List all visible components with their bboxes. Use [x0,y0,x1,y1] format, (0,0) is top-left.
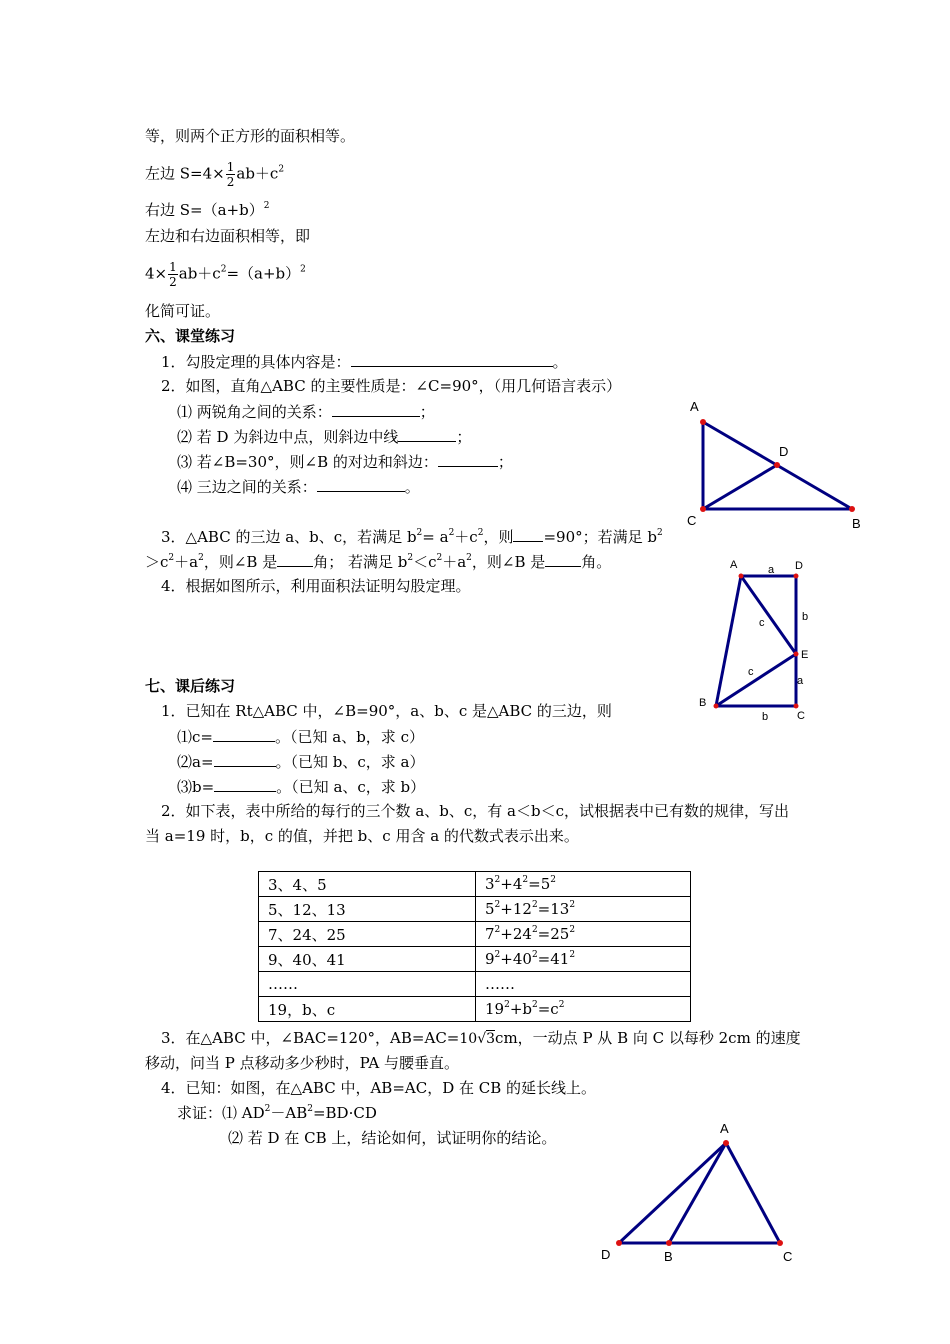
table-cell-triple: 5、12、13 [259,897,476,922]
fig1-point-D [774,462,780,468]
question-text: 。（已知 a、b，求 c） [274,728,424,746]
fig2-point-E [794,652,799,657]
fig3-label-A: A [720,1121,729,1136]
superscript: 2 [569,900,576,910]
question-text: ＋c [454,528,478,546]
fig2-label-D: D [795,560,803,572]
question-text: = a [422,528,449,546]
fig2-point-A [739,574,744,579]
superscript: 2 [477,528,484,538]
superscript: 2 [494,925,501,935]
formula-text: 右边 S=（a+b） [145,201,264,219]
fig1-label-A: A [690,399,699,414]
superscript: 2 [504,1000,510,1010]
question-text: ，则∠B 是 [203,553,278,571]
superscript: 2 [656,528,663,538]
fig3-side-AD [619,1143,726,1243]
fig2-label-a-right: a [797,675,804,687]
fig2-label-c-upper: c [759,617,765,629]
fraction-numerator: 1 [226,160,235,174]
superscript: 2 [198,553,204,563]
superscript: 2 [531,925,538,935]
equation-term: =25 [537,925,570,943]
formula-text: 左边 S=4× [145,164,225,183]
fig2-lines [716,576,796,706]
superscript: 2 [436,553,443,563]
equation-term: 3 [485,875,495,893]
punct: 。 [552,353,568,371]
question-text: ⑴ 两锐角之间的关系： [177,403,332,421]
equation-term: +b [509,1000,532,1018]
table-cell-triple: 19，b、c [259,997,476,1022]
text-line: 左边和右边面积相等，即 [145,227,311,245]
equation-term: +4 [500,875,523,893]
fraction-denominator: 2 [226,175,235,189]
equation-term: 5 [485,900,495,918]
question-text: ＋a [174,553,199,571]
equation-term: 9 [485,950,495,968]
equation-term: =13 [537,900,570,918]
punct: ； [497,453,513,471]
fig2-label-A: A [730,559,738,571]
question-2: 2．如图，直角△ABC 的主要性质是：∠C=90°，（用几何语言表示） [161,377,622,395]
fig2-label-b-right: b [802,611,809,623]
fig3-lines [619,1143,780,1243]
question-text: 角。 [581,553,612,571]
question-text: 1．勾股定理的具体内容是： [161,353,351,371]
table-cell-triple: 9、40、41 [259,947,476,972]
question-text: ⑶ 若∠B=30°，则∠B 的对边和斜边： [177,453,438,471]
question-text: ＞c [145,553,169,571]
table-cell-triple: 7、24、25 [259,922,476,947]
equation-term: =c [537,1000,559,1018]
superscript: 2 [416,528,423,538]
superscript: 2 [558,1000,565,1010]
question-text: 。（已知 b、c，求 a） [275,753,425,771]
question-text: cm，一动点 P 从 B 向 C 以每秒 2cm 的速度 [495,1029,801,1047]
question-1: 1．已知在 Rt△ABC 中，∠B=90°，a、b、c 是△ABC 的三边，则 [161,702,612,720]
superscript: 2 [264,1104,271,1114]
question-text: ⑷ 三边之间的关系： [177,478,317,496]
fig1-median-CD [703,465,777,509]
fig2-label-B: B [699,697,707,709]
fig2-segment-BE [716,654,796,706]
equation-term: =5 [528,875,551,893]
question-4-2: ⑵ 若 D 在 CB 上，结论如何，试证明你的结论。 [228,1129,557,1147]
question-text: 。（已知 a、c，求 b） [276,778,426,796]
superscript: 2 [494,950,501,960]
question-4: 4．根据如图所示，利用面积法证明勾股定理。 [161,577,471,595]
question-2-line1: 2．如下表，表中所给的每行的三个数 a、b、c，有 a＜b＜c，试根据表中已有数的规律，写出 [161,802,789,820]
fig3-point-A [723,1140,729,1146]
fig1-label-C: C [687,513,697,528]
sqrt-coefficient: 10 [459,1031,478,1047]
sqrt-argument: 3 [486,1031,496,1047]
equation-term: +12 [500,900,532,918]
superscript: 2 [522,875,529,885]
table-cell-triple: …… [259,972,476,997]
question-text: 3．△ABC 的三边 a、b、c，若满足 b [161,528,417,546]
formula-text: 4× [145,264,168,283]
punct: ； [456,428,472,446]
fig3-points [616,1140,783,1246]
fig1-label-D: D [779,444,789,459]
formula-text: ab＋c [236,164,279,183]
superscript: 2 [307,1104,313,1114]
equation-term: +40 [500,950,532,968]
superscript: 2 [532,1000,538,1010]
fig2-label-a-top: a [768,564,775,576]
question-text: 角； 若满足 b [313,553,408,571]
fig1-label-B: B [852,516,861,531]
question-text: ＜c [413,553,437,571]
question-text: =90°；若满足 b [543,528,657,546]
fig3-label-C: C [783,1249,793,1264]
superscript: 2 [494,875,501,885]
fraction-numerator: 1 [169,260,177,274]
question-text: －AB [270,1104,308,1122]
fig2-point-B [714,704,719,709]
question-text: ⑴c= [177,728,213,746]
question-text: 3．在△ABC 中，∠BAC=120°，AB=AC= [161,1029,460,1047]
superscript: 2 [300,264,306,275]
equation-term: =41 [537,950,570,968]
sqrt-sign: √ [477,1031,487,1047]
fig3-point-B [666,1240,672,1246]
fig3-point-C [777,1240,783,1246]
formula-text: ab＋c [178,264,221,283]
question-text: ⑵a= [177,753,214,771]
question-text: ，则 [483,528,514,546]
fig1-point-B [849,506,855,512]
superscript: 2 [569,925,576,935]
fig1-point-A [700,419,706,425]
question-text: =BD·CD [312,1104,377,1122]
formula-text: =（a+b） [226,264,301,283]
question-4: 4．已知：如图，在△ABC 中，AB=AC，D 在 CB 的延长线上。 [161,1079,597,1097]
text-line: 等，则两个正方形的面积相等。 [145,127,356,145]
question-text: ，则∠B 是 [471,553,546,571]
fig2-point-D [794,574,799,579]
superscript: 2 [466,553,472,563]
equation-term: …… [485,975,515,993]
superscript: 2 [407,553,414,563]
fig2-label-E: E [801,649,809,661]
question-text: ＋a [442,553,467,571]
table-cell-triple: 3、4、5 [259,872,476,897]
superscript: 2 [278,164,285,175]
superscript: 2 [263,201,270,211]
superscript: 2 [531,900,538,910]
question-text: 求证：⑴ AD [177,1104,265,1122]
fig2-label-C: C [797,710,805,722]
equation-term: 7 [485,925,495,943]
superscript: 2 [569,950,576,960]
fig2-label-b-bottom: b [762,711,769,723]
fig2-point-C [794,704,799,709]
fig3-point-D [616,1240,622,1246]
question-3-line2: 移动，问当 P 点移动多少秒时，PA 与腰垂直。 [145,1054,459,1072]
superscript: 2 [494,900,501,910]
fig2-segment-AE [741,576,796,654]
question-2-line2: 当 a=19 时，b，c 的值，并把 b、c 用含 a 的代数式表示出来。 [145,827,579,845]
fig3-side-AB [669,1143,726,1243]
section-title: 六、课堂练习 [145,327,236,345]
fraction-denominator: 2 [169,275,177,289]
fig2-side-AB [716,576,741,706]
punct: ； [419,403,435,421]
fig3-label-D: D [601,1247,611,1262]
text-line: 化简可证。 [145,302,221,320]
equation-term: +24 [500,925,532,943]
fig3-side-AC [726,1143,780,1243]
fig3-label-B: B [664,1249,673,1264]
question-text: ⑶b= [177,778,215,796]
superscript: 2 [448,528,455,538]
punct: 。 [404,478,420,496]
superscript: 2 [550,875,556,885]
fig1-point-C [700,506,706,512]
superscript: 2 [531,950,538,960]
superscript: 2 [220,264,227,275]
superscript: 2 [168,553,175,563]
equation-term: 19 [485,1000,505,1018]
fig2-label-c-lower: c [748,666,754,678]
section-title: 七、课后练习 [145,677,236,695]
question-text: ⑵ 若 D 为斜边中点，则斜边中线 [177,428,399,446]
